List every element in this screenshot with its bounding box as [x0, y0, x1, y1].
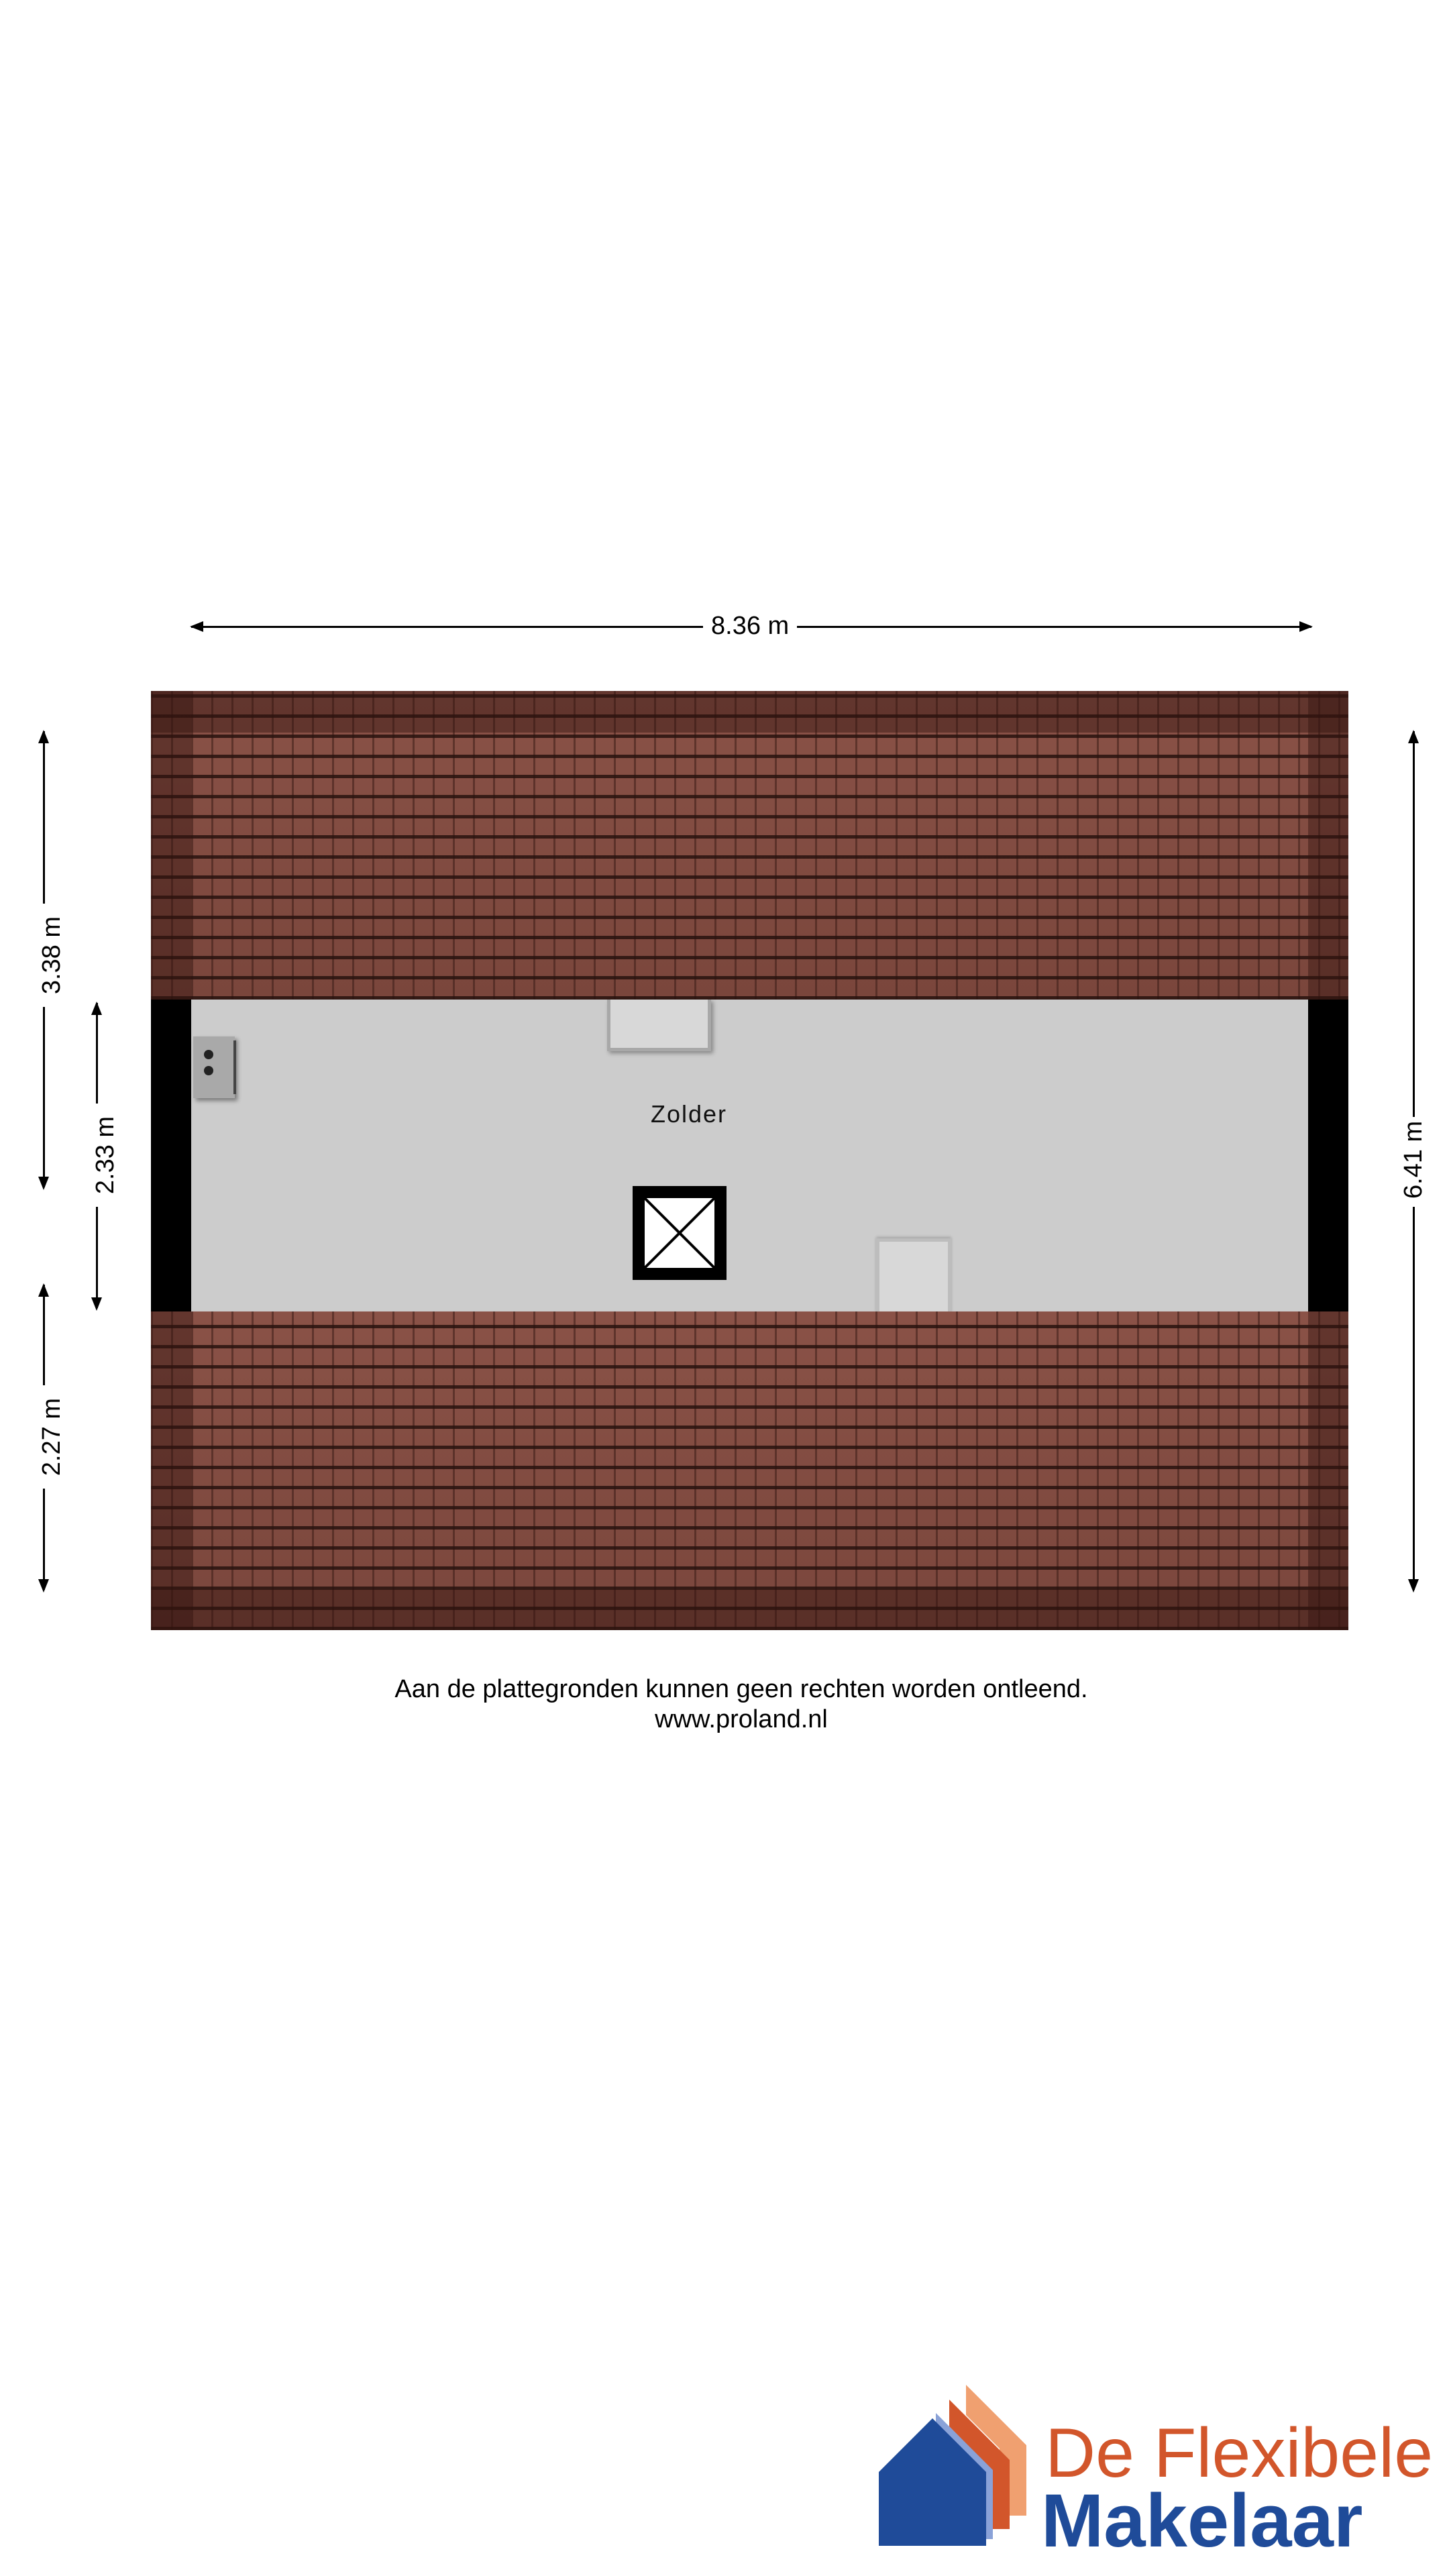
arrow-down-icon: [38, 1177, 49, 1190]
arrow-right-icon: [1299, 621, 1313, 632]
arrow-left-icon: [190, 621, 203, 632]
arrow-down-icon: [1408, 1579, 1419, 1593]
roof-upper: [151, 691, 1348, 1000]
disclaimer-line-1: Aan de plattegronden kunnen geen rechten worden ontleend.: [394, 1675, 1088, 1703]
disclaimer-url: www.proland.nl: [655, 1705, 828, 1733]
logo-line-1: De Flexibele: [1045, 2414, 1434, 2492]
roof-ridge-edge: [151, 691, 1348, 733]
roof-side-edge: [1308, 691, 1348, 1000]
boiler-unit: [193, 1036, 235, 1098]
dimension-label-height: 6.41 m: [1399, 1117, 1428, 1207]
skylight-window: [607, 1000, 711, 1051]
dimension-label-left-lower: 2.27 m: [37, 1385, 66, 1489]
arrow-down-icon: [38, 1579, 49, 1593]
arrow-up-icon: [91, 1002, 102, 1015]
arrow-down-icon: [91, 1297, 102, 1311]
stair-hatch: [633, 1186, 727, 1280]
wall-left: [151, 1000, 191, 1311]
hatch-cross-icon: [633, 1186, 727, 1280]
knob-icon: [204, 1050, 213, 1059]
roof-side-edge: [1308, 1311, 1348, 1630]
wall-right: [1308, 1000, 1348, 1311]
pipe: [233, 1040, 236, 1094]
roof-lower: [151, 1311, 1348, 1630]
roof-window: [876, 1238, 951, 1313]
room-label: Zolder: [651, 1100, 728, 1128]
roof-eave-edge: [151, 1590, 1348, 1630]
roof-side-edge: [151, 1311, 191, 1630]
dimension-label-width: 8.36 m: [703, 611, 797, 641]
arrow-up-icon: [38, 1283, 49, 1297]
floor-zolder: [191, 1000, 1308, 1311]
logo-line-2: Makelaar: [1041, 2479, 1363, 2563]
dimension-label-left-middle: 2.33 m: [91, 1104, 120, 1207]
arrow-up-icon: [1408, 730, 1419, 743]
dimension-label-left-upper: 3.38 m: [37, 904, 66, 1007]
roof-side-edge: [151, 691, 191, 1000]
house-logo-icon: [879, 2385, 1026, 2546]
arrow-up-icon: [38, 730, 49, 743]
knob-icon: [204, 1066, 213, 1075]
